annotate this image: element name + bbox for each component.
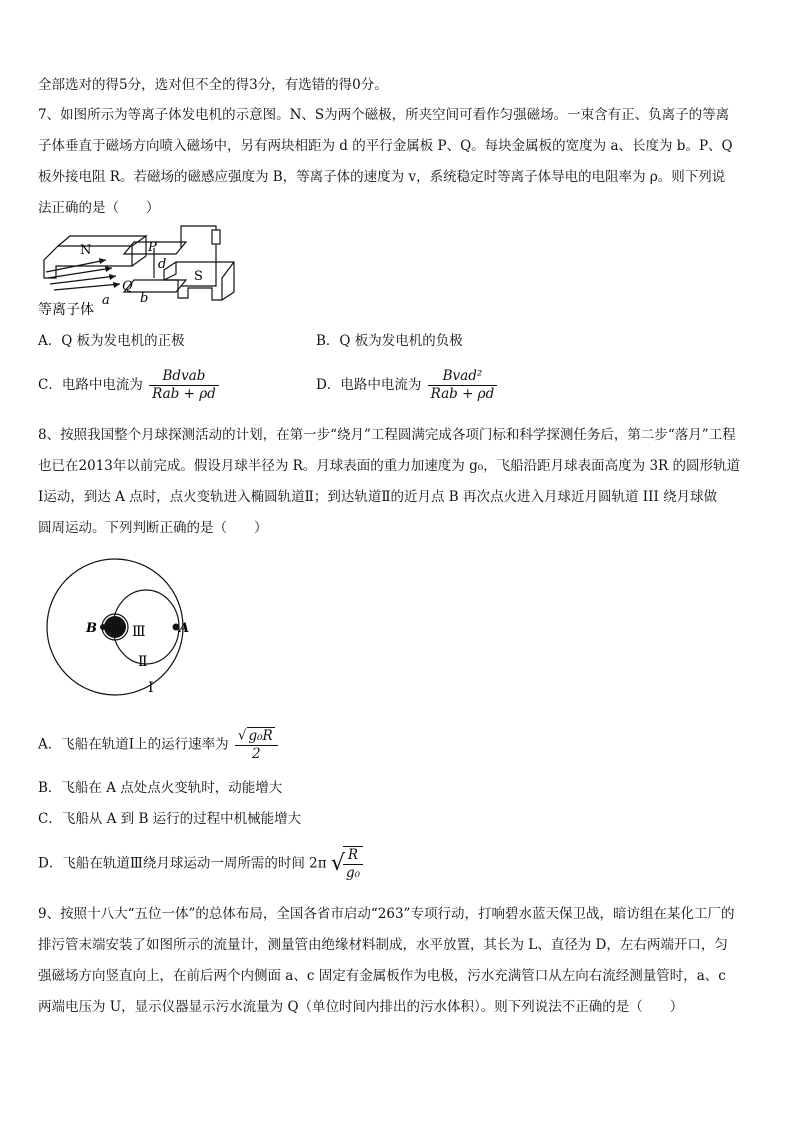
label-q: Q bbox=[122, 279, 133, 294]
label-b: B bbox=[86, 621, 97, 636]
q7-option-b[interactable]: B．Q 板为发电机的负极 bbox=[316, 333, 463, 349]
q7-line-3: 板外接电阻 R。若磁场的磁感应强度为 B，等离子体的速度为 v，系统稳定时等离子体导电的电阻率为 ρ。则下列说 bbox=[38, 169, 726, 185]
q8-d-denominator: g₀ bbox=[345, 865, 360, 881]
q7-option-a[interactable]: A．Q 板为发电机的正极 bbox=[38, 333, 185, 349]
q9-line-3: 强磁场方向竖直向上，在前后两个内侧面 a、c 固定有金属板作为电极，污水充满管口从左向右流经测量管时，a、c bbox=[38, 968, 726, 984]
q7-option-d-text: D．电路中电流为 bbox=[316, 377, 422, 393]
label-plasma: 等离子体 bbox=[38, 302, 94, 318]
q8-option-d-fraction bbox=[343, 846, 363, 882]
q7-line-2: 子体垂直于磁场方向喷入磁场中，另有两块相距为 d 的平行金属板 P、Q。每块金属板的宽度为 a、长度为 b。P、Q bbox=[38, 138, 733, 154]
q8-option-c[interactable]: C．飞船从 A 到 B 运行的过程中机械能增大 bbox=[38, 811, 302, 827]
moon bbox=[104, 616, 126, 638]
q7-option-c-fraction bbox=[149, 368, 219, 403]
q8-option-a[interactable] bbox=[38, 727, 280, 763]
q8-option-d-text: D．飞船在轨道Ⅲ绕月球运动一周所需的时间 2π bbox=[38, 855, 327, 872]
q8-line-2: 也已在2013年以前完成。假设月球半径为 R。月球表面的重力加速度为 g₀，飞船沿距月球表面高度为 3R 的圆形轨道 bbox=[38, 458, 740, 474]
q9-line-1: 9、按照十八大“五位一体”的总体布局，全国各省市启动“263”专项行动，打响碧水蓝天保卫战，暗访组在某化工厂的 bbox=[38, 906, 735, 922]
q9-line-4: 两端电压为 U，显示仪器显示污水流量为 Q（单位时间内排出的污水体积）。则下列说法不正确的是（ ） bbox=[38, 999, 684, 1015]
q8-option-b[interactable]: B．飞船在 A 点处点火变轨时，动能增大 bbox=[38, 780, 283, 796]
q7-option-c-text: C．电路中电流为 bbox=[38, 377, 143, 393]
label-orbit-3: Ⅲ bbox=[132, 624, 146, 640]
label-p: P bbox=[148, 240, 157, 255]
q7-d-denominator: Rab + ρd bbox=[430, 386, 495, 402]
q7-option-d[interactable] bbox=[316, 368, 499, 403]
label-a: A bbox=[179, 621, 190, 636]
q7-line-1: 7、如图所示为等离子体发电机的示意图。N、S为两个磁极，所夹空间可看作匀强磁场。一束含有正、负离子的等离 bbox=[38, 107, 730, 123]
label-orbit-1: Ⅰ bbox=[148, 680, 154, 696]
q7-c-denominator: Rab + ρd bbox=[152, 386, 216, 402]
q7-line-4: 法正确的是（ ） bbox=[38, 200, 160, 216]
q7-option-c[interactable] bbox=[38, 368, 221, 403]
q8-line-4: 圆周运动。下列判断正确的是（ ） bbox=[38, 520, 268, 536]
intro-line: 全部选对的得5分，选对但不全的得3分，有选错的得0分。 bbox=[38, 77, 388, 93]
label-b: b bbox=[140, 291, 149, 306]
q8-d-numerator: R bbox=[343, 847, 363, 865]
q8-a-radicand: g₀R bbox=[248, 728, 273, 744]
q8-a-numerator: √ g₀R bbox=[235, 727, 278, 746]
label-s: S bbox=[194, 269, 203, 284]
q8-a-denominator: 2 bbox=[252, 746, 261, 762]
q7-option-d-fraction bbox=[428, 368, 498, 403]
q8-option-a-fraction bbox=[235, 727, 278, 763]
q8-line-3: Ⅰ运动，到达 A 点时，点火变轨进入椭圆轨道Ⅱ；到达轨道Ⅱ的近月点 B 再次点火进入月球近月圆轨道 III 绕月球做 bbox=[38, 489, 718, 505]
q8-d-radical-sign: √ bbox=[330, 851, 345, 876]
label-orbit-2: Ⅱ bbox=[138, 654, 148, 670]
q7-c-numerator: Bdvab bbox=[149, 368, 219, 386]
q8-option-a-text: A．飞船在轨道Ⅰ上的运行速率为 bbox=[38, 736, 229, 753]
point-b-dot bbox=[100, 624, 106, 630]
label-d: d bbox=[158, 257, 167, 272]
q7-d-numerator: Bvad² bbox=[428, 368, 498, 386]
q9-line-2: 排污管末端安装了如图所示的流量计，测量管由绝缘材料制成，水平放置，其长为 L、直径为 D，左右两端开口，匀 bbox=[38, 937, 728, 953]
label-a: a bbox=[102, 293, 110, 308]
label-n: N bbox=[80, 243, 92, 258]
q8-option-d[interactable] bbox=[38, 846, 365, 882]
plasma-generator-figure bbox=[36, 218, 246, 320]
lunar-orbit-figure bbox=[44, 550, 204, 700]
q8-line-1: 8、按照我国整个月球探测活动的计划，在第一步“绕月”工程圆满完成各项门标和科学探测任务后，第二步“落月”工程 bbox=[38, 427, 736, 443]
